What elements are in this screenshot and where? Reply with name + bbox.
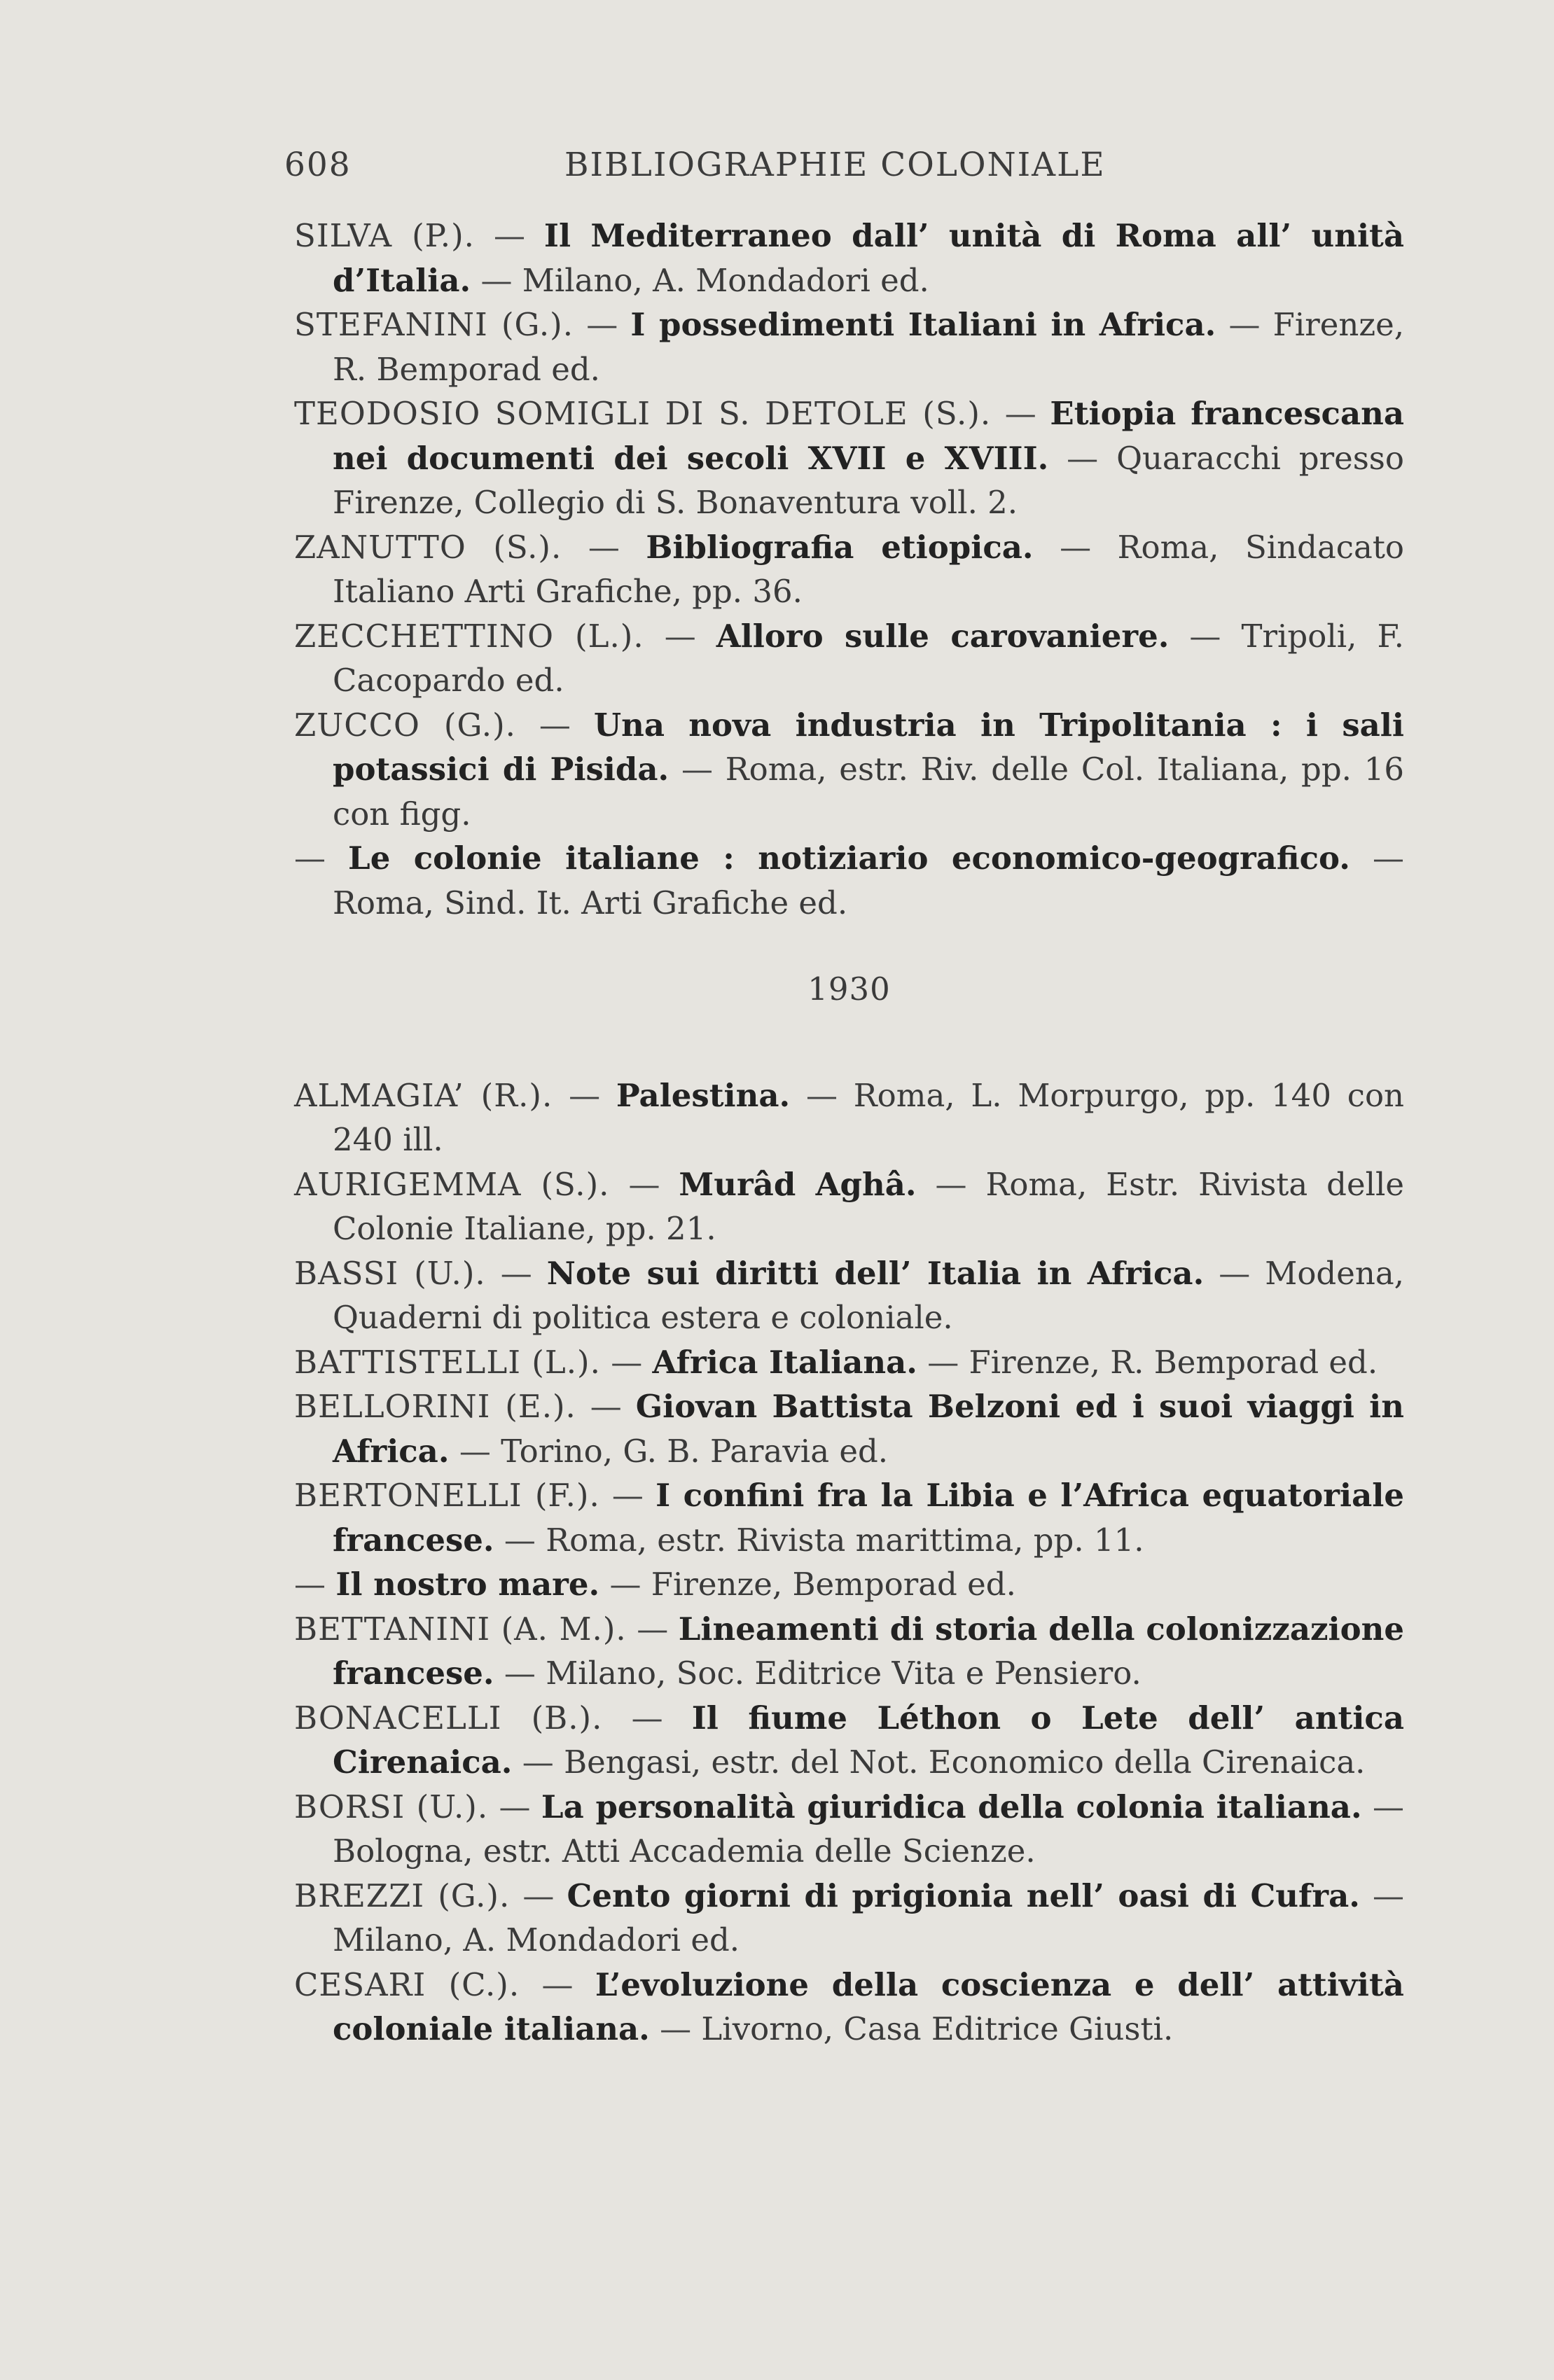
entry-publication: Milano, A. Mondadori ed. [522,261,929,299]
bibliography-entry: AURIGEMMA (S.). — Murâd Aghâ. — Roma, Estr. Rivista delle Colonie Italiane, pp. 21. [294,1165,1405,1247]
bibliography-entry: TEODOSIO SOMIGLI DI S. DETOLE (S.). — Etiopia francescana nei documenti dei secoli XVII e XVIII. — Quaracchi presso Firenze, Collegio di S. Bonaventura voll. 2. [294,395,1404,521]
bibliography-entry: BORSI (U.). — La personalità giuridica della colonia italiana. — Bologna, estr. Atti Accademia delle Scienze. [294,1788,1404,1870]
entry-author: BASSI (U.). [294,1254,486,1292]
bibliography-entry: BATTISTELLI (L.). — Africa Italiana. — Firenze, R. Bemporad ed. [294,1343,1378,1381]
entry-publication: Firenze, Bemporad ed. [651,1566,1016,1603]
entry-author: BETTANINI (A. M.). [294,1610,627,1648]
entry-title: Note sui diritti dell’ Italia in Africa. [546,1254,1205,1292]
entry-publication: Roma, Estr. Rivista delle Colonie Italiane, pp. 21. [333,1165,1405,1247]
entry-author: BORSI (U.). [294,1788,489,1825]
entry-title: I possedimenti Italiani in Africa. [630,306,1216,343]
entry-publication: Tripoli, F. Cacopardo ed. [333,617,1404,699]
entry-title: L’evoluzione della coscienza e dell’ attività coloniale italiana. [333,1965,1404,2047]
entries-1930 [294,1073,1404,2052]
entry-title: Le colonie italiane : notiziario economico-geografico. [348,840,1350,877]
entry-author: BREZZI (G.). [294,1877,511,1914]
bibliography-entry: ZANUTTO (S.). — Bibliografia etiopica. — Roma, Sindacato Italiano Arti Grafiche, pp. 36. [294,528,1404,610]
entry-publication: Milano, A. Mondadori ed. [333,1921,740,1958]
entry-publication: Livorno, Casa Editrice Giusti. [701,2010,1174,2047]
bibliography-entry: SILVA (P.). — Il Mediterraneo dall’ unità di Roma all’ unità d’Italia. — Milano, A. Mondadori ed. [294,217,1404,299]
bibliography-entry: BELLORINI (E.). — Giovan Battista Belzoni ed i suoi viaggi in Africa. — Torino, G. B. Paravia ed. [294,1388,1404,1470]
page-number: 608 [284,146,352,184]
page-header [284,146,1139,188]
bibliography-entry: — Le colonie italiane : notiziario economico-geografico. — Roma, Sind. It. Arti Grafiche ed. [294,840,1404,921]
entry-author: ZUCCO (G.). [294,706,516,744]
bibliography-entry: ZUCCO (G.). — Una nova industria in Tripolitania : i sali potassici di Pisida. — Roma, estr. Riv. delle Col. Italiana, pp. 16 con figg. [294,706,1404,833]
entry-author: AURIGEMMA (S.). [294,1165,610,1203]
year-heading: 1930 [807,970,891,1008]
entry-title: Murâd Aghâ. [679,1165,917,1203]
entry-title: Lineamenti di storia della colonizzazione francese. [333,1610,1405,1692]
entry-publication: Roma, L. Morpurgo, pp. 140 con 240 ill. [333,1076,1405,1158]
entry-author: BATTISTELLI (L.). [294,1343,601,1381]
entry-publication: Milano, Soc. Editrice Vita e Pensiero. [546,1655,1142,1692]
entry-publication: Bengasi, estr. del Not. Economico della Cirenaica. [564,1744,1366,1781]
bibliography-entry: BASSI (U.). — Note sui diritti dell’ Italia in Africa. — Modena, Quaderni di politica estera e coloniale. [294,1254,1404,1336]
entry-title: Africa Italiana. [652,1343,917,1381]
entry-author: BELLORINI (E.). [294,1388,576,1425]
entry-publication: Roma, Sindacato Italiano Arti Grafiche, pp. 36. [333,528,1404,610]
bibliography-entry: STEFANINI (G.). — I possedimenti Italiani in Africa. — Firenze, R. Bemporad ed. [294,306,1405,388]
entry-author: ALMAGIA’ (R.). [294,1076,553,1114]
entry-author: BONACELLI (B.). [294,1699,603,1737]
entry-title: Il nostro mare. [335,1566,600,1603]
bibliography-entry: BERTONELLI (F.). — I confini fra la Libia e l’Africa equatoriale francese. — Roma, estr. Rivista marittima, pp. 11. [294,1477,1404,1559]
entry-author: STEFANINI (G.). [294,306,574,343]
entry-publication: Roma, estr. Rivista marittima, pp. 11. [546,1521,1144,1559]
entry-author: SILVA (P.). [294,217,475,254]
entry-publication: Modena, Quaderni di politica estera e coloniale. [333,1254,1404,1336]
entries-1929 [294,214,1404,925]
bibliography-entry: BONACELLI (B.). — Il fiume Léthon o Lete dell’ antica Cirenaica. — Bengasi, estr. del Not. Economico della Cirenaica. [294,1699,1404,1781]
entry-publication: Bologna, estr. Atti Accademia delle Scienze. [333,1832,1036,1870]
entry-title: Il fiume Léthon o Lete dell’ antica Cirenaica. [333,1699,1404,1781]
bibliography-entry: BETTANINI (A. M.). — Lineamenti di storia della colonizzazione francese. — Milano, Soc. Editrice Vita e Pensiero. [294,1610,1405,1692]
entry-title: Giovan Battista Belzoni ed i suoi viaggi in Africa. [333,1388,1404,1470]
entry-publication: Roma, estr. Riv. delle Col. Italiana, pp. 16 con figg. [333,751,1404,833]
entry-publication: Firenze, R. Bemporad ed. [969,1343,1378,1381]
entry-publication: Firenze, R. Bemporad ed. [333,306,1405,388]
bibliography-entry: — Il nostro mare. — Firenze, Bemporad ed. [294,1566,1016,1603]
bibliography-entry: CESARI (C.). — L’evoluzione della coscienza e dell’ attività coloniale italiana. — Livorno, Casa Editrice Giusti. [294,1965,1404,2047]
entry-author: ZANUTTO (S.). [294,528,562,566]
entry-author: TEODOSIO SOMIGLI DI S. DETOLE (S.). [294,395,992,432]
entry-title: Una nova industria in Tripolitania : i sali potassici di Pisida. [333,706,1404,788]
bibliography-list [294,214,1404,2052]
entry-publication: Quaracchi presso Firenze, Collegio di S. Bonaventura voll. 2. [333,439,1404,521]
entry-author: CESARI (C.). [294,1965,520,2003]
bibliography-entry: BREZZI (G.). — Cento giorni di prigionia nell’ oasi di Cufra. — Milano, A. Mondadori ed. [294,1877,1405,1958]
entry-publication: Torino, G. B. Paravia ed. [501,1432,889,1470]
entry-title: Palestina. [616,1076,791,1114]
running-title: BIBLIOGRAPHIE COLONIALE [564,146,1106,184]
bibliography-entry: ZECCHETTINO (L.). — Alloro sulle carovaniere. — Tripoli, F. Cacopardo ed. [294,617,1404,699]
entry-title: I confini fra la Libia e l’Africa equatoriale francese. [333,1477,1404,1559]
entry-title: Il Mediterraneo dall’ unità di Roma all’ unità d’Italia. [333,217,1404,299]
bibliography-entry: ALMAGIA’ (R.). — Palestina. — Roma, L. Morpurgo, pp. 140 con 240 ill. [294,1076,1405,1158]
entry-author: ZECCHETTINO (L.). [294,617,644,655]
entry-title: Cento giorni di prigionia nell’ oasi di Cufra. [567,1877,1360,1914]
entry-author: BERTONELLI (F.). [294,1477,600,1514]
entry-title: Alloro sulle carovaniere. [716,617,1170,655]
entry-publication: Roma, Sind. It. Arti Grafiche ed. [333,884,848,921]
entry-title: La personalità giuridica della colonia italiana. [541,1788,1362,1825]
entry-title: Etiopia francescana nei documenti dei secoli XVII e XVIII. [333,395,1404,477]
entry-title: Bibliografia etiopica. [646,528,1034,566]
